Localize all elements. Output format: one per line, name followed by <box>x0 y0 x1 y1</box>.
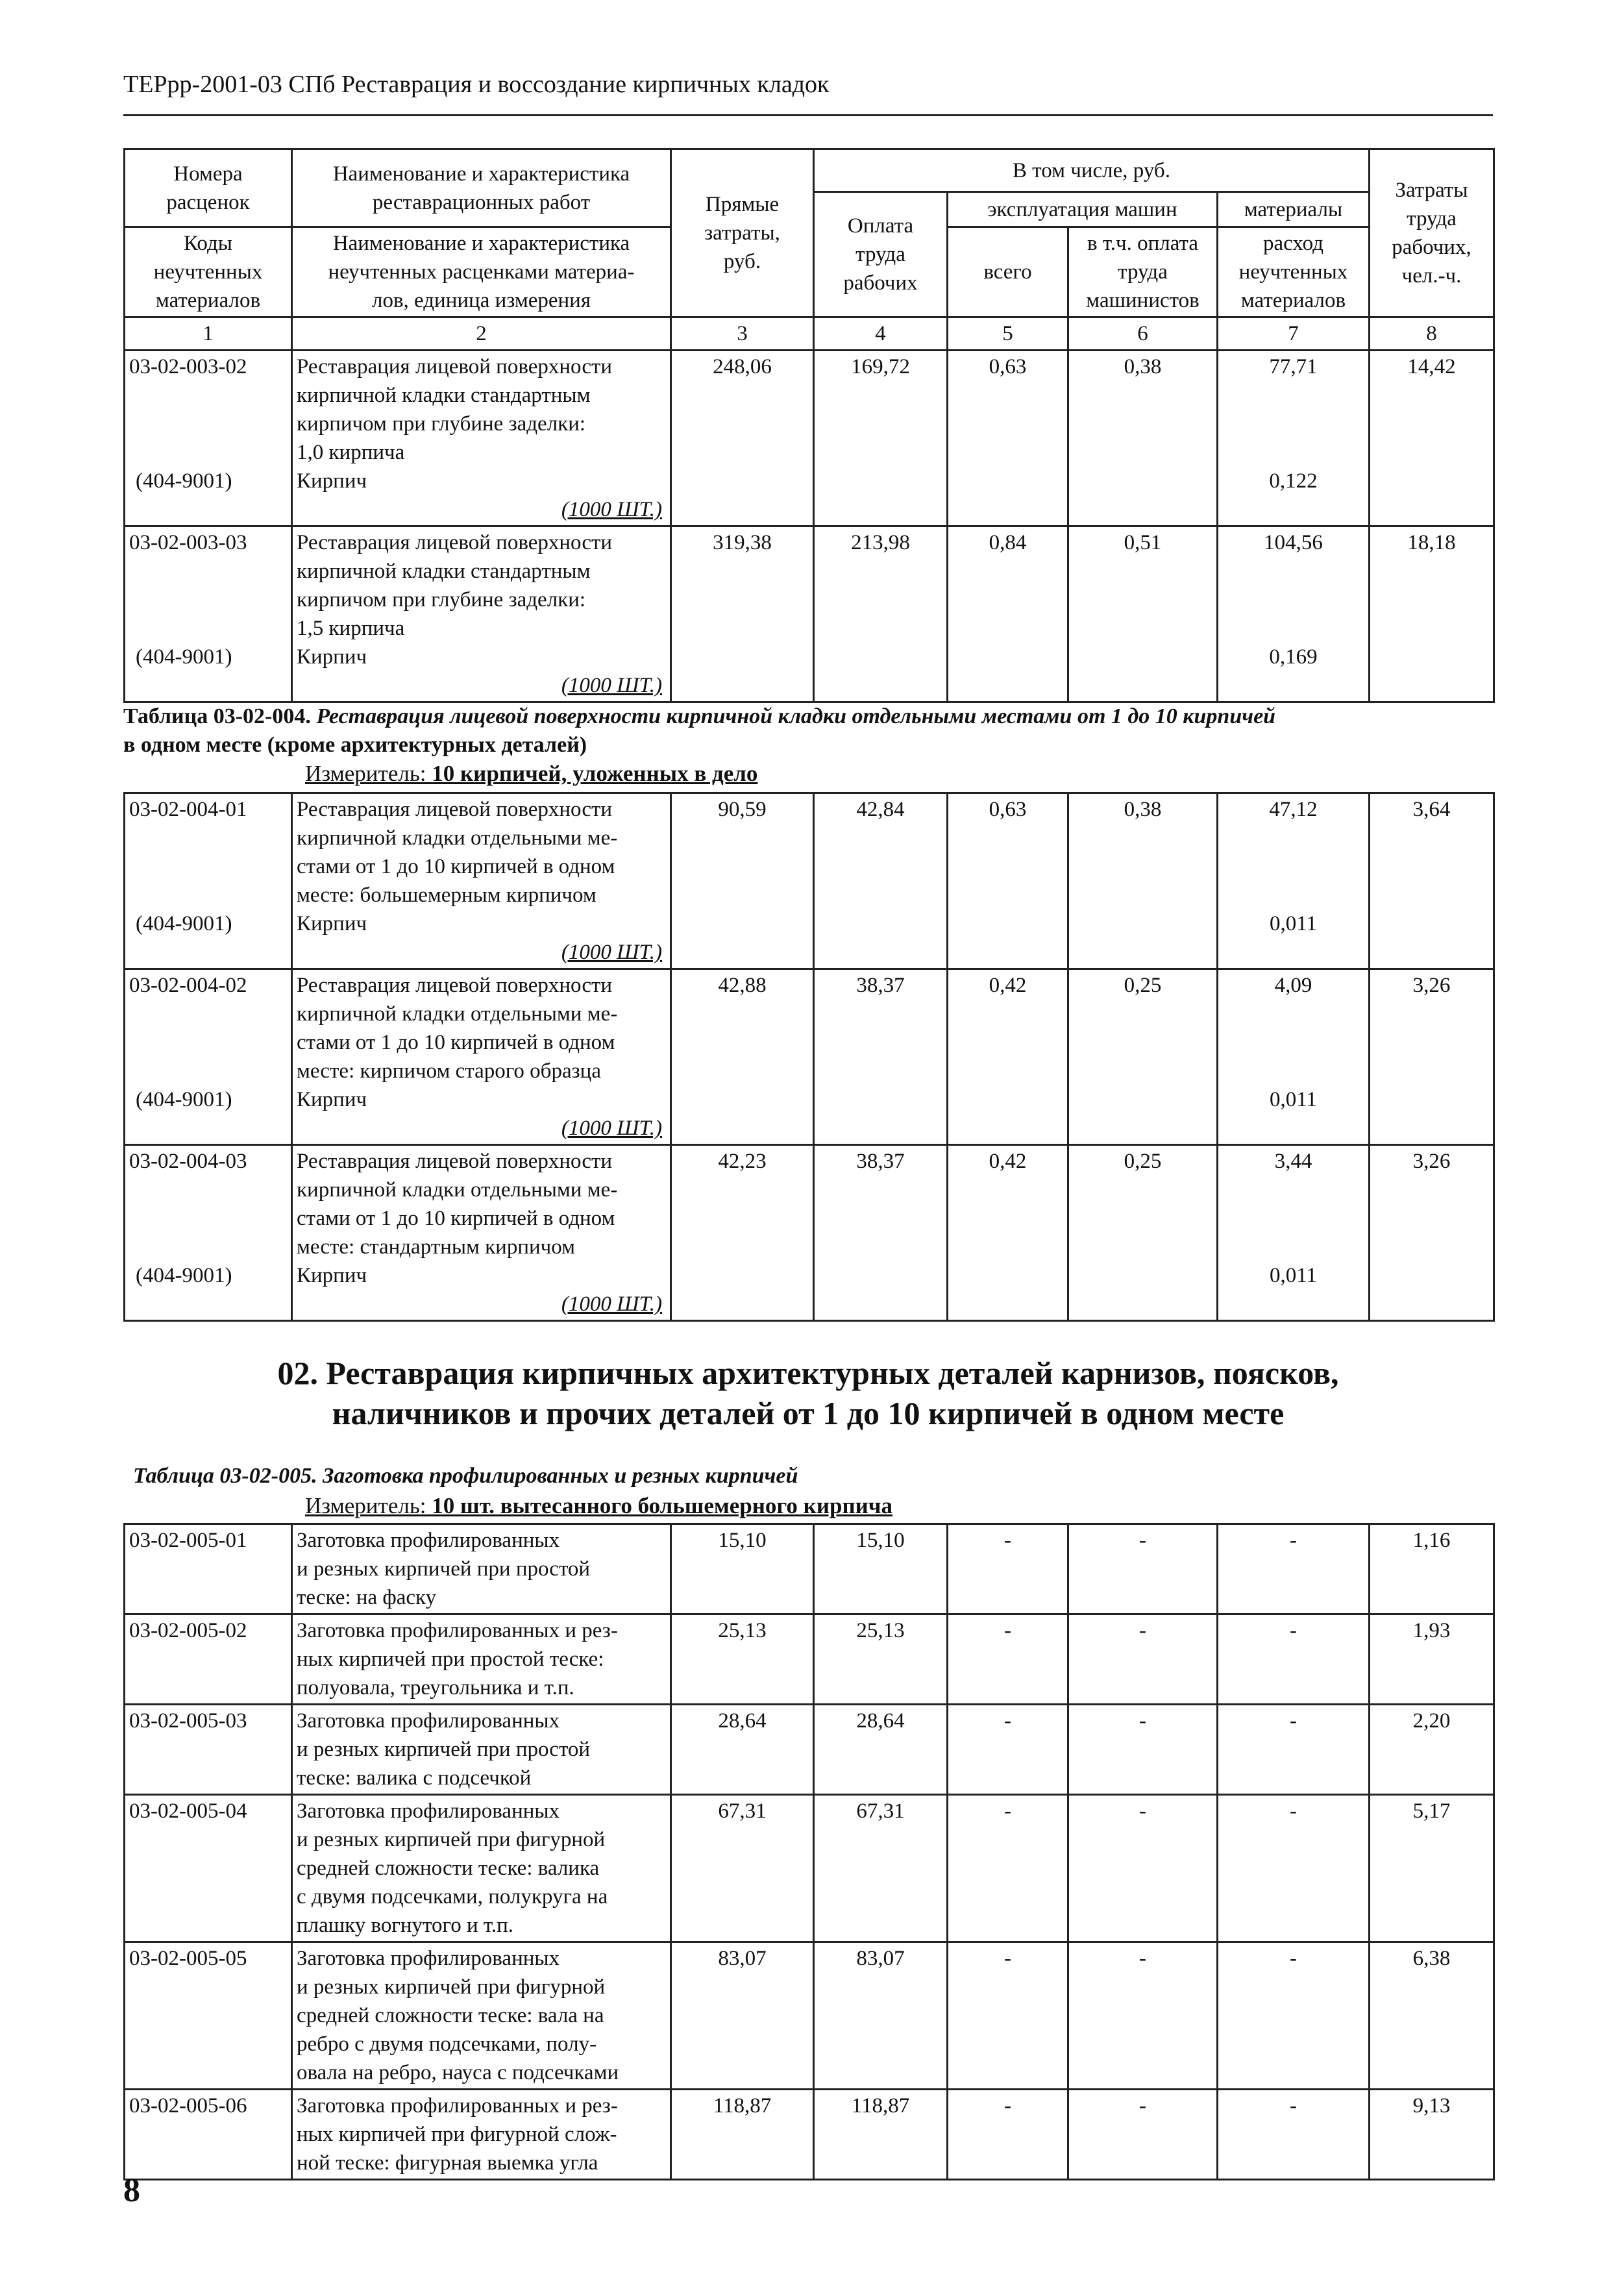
materials-value: - <box>1218 1795 1370 1942</box>
rate-description-cell: Заготовка профилированных и резных кирпичей при простой теске: валика с подсечкой <box>292 1705 671 1795</box>
rate-code-cell: 03-02-004-02 (404-9001) <box>125 969 292 1145</box>
materials-value-cell: 3,44 0,011 <box>1218 1145 1370 1321</box>
rates-table-005 <box>123 1523 1495 2180</box>
operator-pay-value: - <box>1068 1705 1218 1795</box>
labor-hours-value: 3,26 <box>1370 1145 1494 1321</box>
labor-pay-value: 38,37 <box>814 969 948 1145</box>
machines-value: 0,42 <box>948 1145 1068 1321</box>
direct-cost-value: 28,64 <box>671 1705 814 1795</box>
labor-hours-value: 3,26 <box>1370 969 1494 1145</box>
labor-pay-value: 213,98 <box>814 526 948 702</box>
rate-description-cell: Заготовка профилированных и рез- ных кирпичей при фигурной слож- ной теске: фигурная выемка угла <box>292 2090 671 2180</box>
rate-code-cell: 03-02-005-03 <box>125 1705 292 1795</box>
in-that-number-header: В том числе, руб. <box>814 149 1370 192</box>
rate-description-cell: Заготовка профилированных и резных кирпичей при фигурной средней сложности теске: вала на ребро с двумя подсечками, полу- овала на ребро, науса с подсечками <box>292 1942 671 2090</box>
machines-value: - <box>948 1614 1068 1705</box>
page-number: 8 <box>123 2172 140 2209</box>
direct-cost-value: 248,06 <box>671 351 814 526</box>
rate-row <box>125 1942 1494 2090</box>
materials-value: - <box>1218 1942 1370 2090</box>
operator-pay-value: - <box>1068 2090 1218 2180</box>
direct-cost-value: 90,59 <box>671 793 814 969</box>
labor-hours-value: 3,64 <box>1370 793 1494 969</box>
col-number-5: 5 <box>948 317 1068 351</box>
rates-table-004 <box>123 792 1495 1322</box>
col2-header-b: Наименование и характеристика неучтенных расценками материа- лов, единица измерения <box>292 227 671 317</box>
machines-value: 0,42 <box>948 969 1068 1145</box>
rate-row <box>125 351 1494 526</box>
labor-pay-value: 28,64 <box>814 1705 948 1795</box>
operator-pay-header: в т.ч. оплата труда машинистов <box>1068 227 1218 317</box>
labor-hours-value: 14,42 <box>1370 351 1494 526</box>
materials-value: - <box>1218 2090 1370 2180</box>
labor-pay-value: 38,37 <box>814 1145 948 1321</box>
machines-value: 0,63 <box>948 351 1068 526</box>
rate-code-cell: 03-02-005-01 <box>125 1524 292 1614</box>
table-004-caption: Таблица 03-02-004. Реставрация лицевой поверхности кирпичной кладки отдельными местами от 1 до 10 кирпичей в одном месте (кроме архитектурных деталей) <box>123 704 1276 757</box>
rates-table-003 <box>123 148 1495 703</box>
section-heading: 02. Реставрация кирпичных архитектурных деталей карнизов, поясков, наличников и прочих деталей от 1 до 10 кирпичей в одном месте <box>277 1355 1339 1431</box>
col-number-2: 2 <box>292 317 671 351</box>
labor-pay-header: Оплата труда рабочих <box>814 192 948 317</box>
machines-value: - <box>948 2090 1068 2180</box>
col-number-8: 8 <box>1370 317 1494 351</box>
rate-code-cell: 03-02-004-03 (404-9001) <box>125 1145 292 1321</box>
operator-pay-value: 0,25 <box>1068 1145 1218 1321</box>
machines-value: 0,84 <box>948 526 1068 702</box>
rate-code-cell: 03-02-005-06 <box>125 2090 292 2180</box>
rate-code-cell: 03-02-005-02 <box>125 1614 292 1705</box>
rate-description-cell: Заготовка профилированных и резных кирпичей при простой теске: на фаску <box>292 1524 671 1614</box>
direct-cost-value: 83,07 <box>671 1942 814 2090</box>
machines-header: эксплуатация машин <box>948 192 1218 227</box>
labor-pay-value: 83,07 <box>814 1942 948 2090</box>
materials-header: материалы <box>1218 192 1370 227</box>
machines-total-header: всего <box>948 227 1068 317</box>
labor-pay-value: 25,13 <box>814 1614 948 1705</box>
rate-code-cell: 03-02-003-03 (404-9001) <box>125 526 292 702</box>
table-005-caption: Таблица 03-02-005. Заготовка профилированных и резных кирпичей <box>133 1464 798 1488</box>
operator-pay-value: 0,38 <box>1068 351 1218 526</box>
direct-cost-value: 15,10 <box>671 1524 814 1614</box>
labor-hours-value: 2,20 <box>1370 1705 1494 1795</box>
rate-code-cell: 03-02-005-04 <box>125 1795 292 1942</box>
operator-pay-value: 0,25 <box>1068 969 1218 1145</box>
labor-pay-value: 67,31 <box>814 1795 948 1942</box>
rate-description-cell: Реставрация лицевой поверхности кирпичной кладки отдельными ме- стами от 1 до 10 кирпичей в одном месте: стандартным кирпичом Кирпич (1000 ШТ.) <box>292 1145 671 1321</box>
direct-cost-header: Прямые затраты, руб. <box>671 149 814 317</box>
machines-value: - <box>948 1705 1068 1795</box>
machines-value: - <box>948 1795 1068 1942</box>
machines-value: 0,63 <box>948 793 1068 969</box>
direct-cost-value: 118,87 <box>671 2090 814 2180</box>
materials-value: - <box>1218 1705 1370 1795</box>
rate-row <box>125 1145 1494 1321</box>
rate-description-cell: Реставрация лицевой поверхности кирпичной кладки отдельными ме- стами от 1 до 10 кирпичей в одном месте: большемерным кирпичом Кирпич (1000 ШТ.) <box>292 793 671 969</box>
rate-row <box>125 1795 1494 1942</box>
labor-hours-value: 1,93 <box>1370 1614 1494 1705</box>
labor-hours-value: 6,38 <box>1370 1942 1494 2090</box>
col1-header-a: Номера расценок <box>125 149 292 227</box>
col-number-7: 7 <box>1218 317 1370 351</box>
materials-value: - <box>1218 1524 1370 1614</box>
labor-hours-value: 18,18 <box>1370 526 1494 702</box>
operator-pay-value: 0,51 <box>1068 526 1218 702</box>
materials-value-cell: 104,56 0,169 <box>1218 526 1370 702</box>
rate-row <box>125 526 1494 702</box>
col-number-6: 6 <box>1068 317 1218 351</box>
rate-row <box>125 969 1494 1145</box>
labor-hours-value: 5,17 <box>1370 1795 1494 1942</box>
labor-hours-header: Затраты труда рабочих, чел.-ч. <box>1370 149 1494 317</box>
direct-cost-value: 25,13 <box>671 1614 814 1705</box>
rate-description-cell: Реставрация лицевой поверхности кирпичной кладки стандартным кирпичом при глубине заделки: 1,0 кирпича Кирпич (1000 ШТ.) <box>292 351 671 526</box>
rate-row <box>125 793 1494 969</box>
col2-header-a: Наименование и характеристика реставрационных работ <box>292 149 671 227</box>
operator-pay-value: - <box>1068 1942 1218 2090</box>
header-rule <box>123 114 1493 116</box>
rate-row <box>125 2090 1494 2180</box>
col1-header-b: Коды неучтенных материалов <box>125 227 292 317</box>
rate-code-cell: 03-02-004-01 (404-9001) <box>125 793 292 969</box>
direct-cost-value: 42,23 <box>671 1145 814 1321</box>
col-number-4: 4 <box>814 317 948 351</box>
labor-pay-value: 15,10 <box>814 1524 948 1614</box>
materials-value-cell: 77,71 0,122 <box>1218 351 1370 526</box>
rate-row <box>125 1705 1494 1795</box>
rate-row <box>125 1524 1494 1614</box>
materials-value: - <box>1218 1614 1370 1705</box>
operator-pay-value: - <box>1068 1524 1218 1614</box>
materials-value-cell: 47,12 0,011 <box>1218 793 1370 969</box>
rate-code-cell: 03-02-005-05 <box>125 1942 292 2090</box>
col-number-3: 3 <box>671 317 814 351</box>
rate-description-cell: Реставрация лицевой поверхности кирпичной кладки стандартным кирпичом при глубине заделки: 1,5 кирпича Кирпич (1000 ШТ.) <box>292 526 671 702</box>
running-header: ТЕРрр-2001-03 СПб Реставрация и воссоздание кирпичных кладок <box>123 71 830 98</box>
materials-value-cell: 4,09 0,011 <box>1218 969 1370 1145</box>
labor-hours-value: 1,16 <box>1370 1524 1494 1614</box>
rate-description-cell: Заготовка профилированных и резных кирпичей при фигурной средней сложности теске: валика с двумя подсечками, полукруга на плашку вогнутого и т.п. <box>292 1795 671 1942</box>
machines-value: - <box>948 1524 1068 1614</box>
rate-row <box>125 1614 1494 1705</box>
labor-pay-value: 169,72 <box>814 351 948 526</box>
labor-pay-value: 42,84 <box>814 793 948 969</box>
rate-description-cell: Заготовка профилированных и рез- ных кирпичей при простой теске: полуовала, треугольника и т.п. <box>292 1614 671 1705</box>
labor-hours-value: 9,13 <box>1370 2090 1494 2180</box>
direct-cost-value: 319,38 <box>671 526 814 702</box>
direct-cost-value: 67,31 <box>671 1795 814 1942</box>
rate-description-cell: Реставрация лицевой поверхности кирпичной кладки отдельными ме- стами от 1 до 10 кирпичей в одном месте: кирпичом старого образца Кирпич (1000 ШТ.) <box>292 969 671 1145</box>
operator-pay-value: - <box>1068 1795 1218 1942</box>
table-005-measure: Измеритель: 10 шт. вытесанного большемерного кирпича <box>305 1493 893 1518</box>
materials-use-header: расход неучтенных материалов <box>1218 227 1370 317</box>
operator-pay-value: 0,38 <box>1068 793 1218 969</box>
labor-pay-value: 118,87 <box>814 2090 948 2180</box>
col-number-1: 1 <box>125 317 292 351</box>
rate-code-cell: 03-02-003-02 (404-9001) <box>125 351 292 526</box>
table-004-measure: Измеритель: 10 кирпичей, уложенных в дело <box>305 761 758 786</box>
machines-value: - <box>948 1942 1068 2090</box>
direct-cost-value: 42,88 <box>671 969 814 1145</box>
operator-pay-value: - <box>1068 1614 1218 1705</box>
